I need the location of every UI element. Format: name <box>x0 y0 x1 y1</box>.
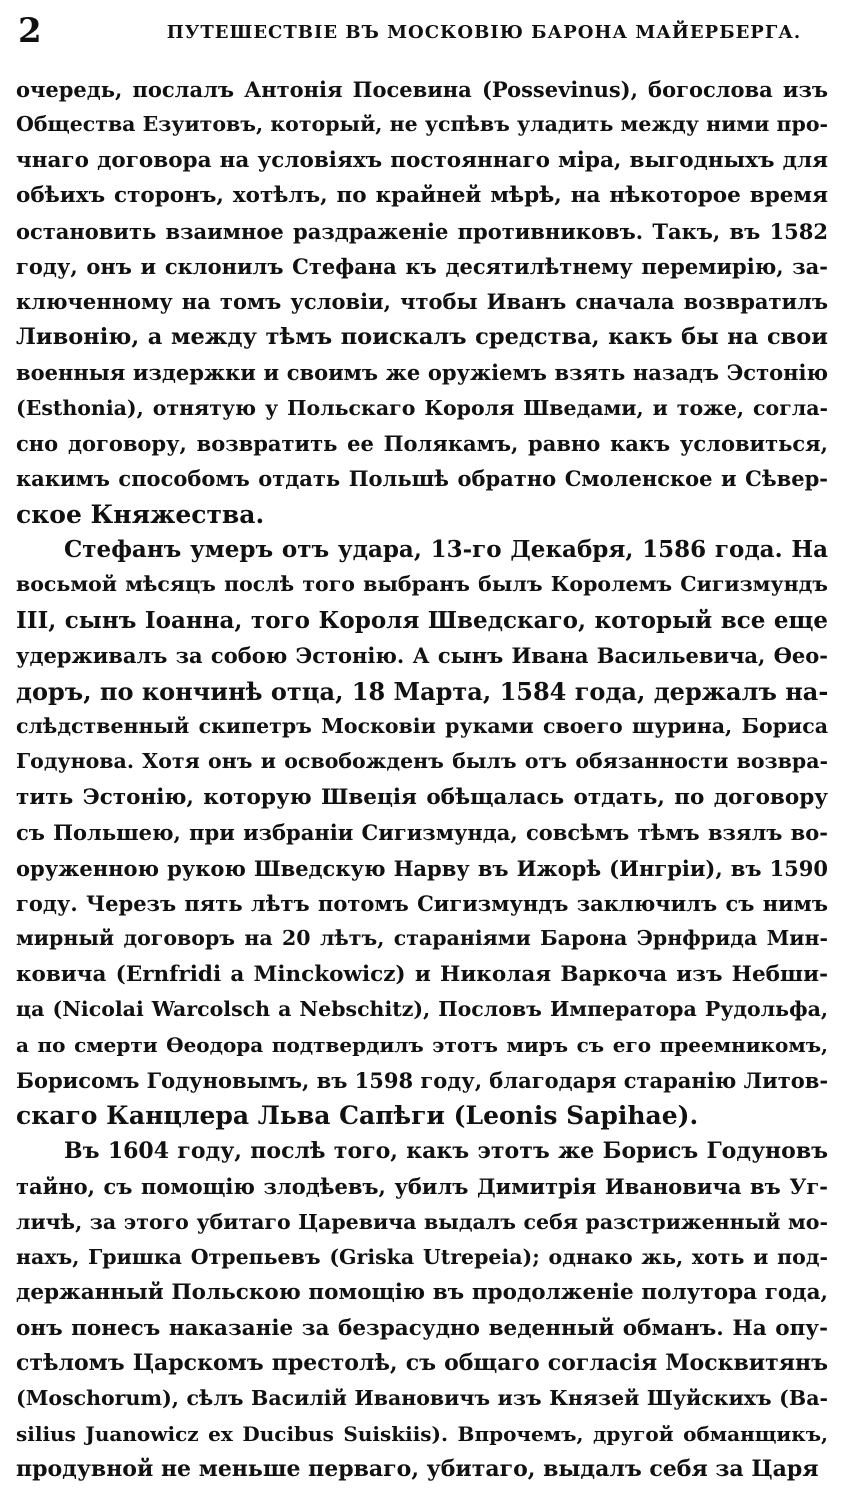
paragraph <box>16 532 828 1134</box>
text-line: оруженною рукою Шведскую Нарву въ Ижорѣ (Ингріи), въ 1590 <box>16 855 828 881</box>
text-line: Годунова. Хотя онъ и освобожденъ былъ отъ обязанности возвра- <box>16 749 828 774</box>
text-line: году, онъ и склонилъ Стефана къ десятилѣтнему перемирію, за- <box>16 253 828 279</box>
text-line: Стефанъ умеръ отъ удара, 13-го Декабря, 1586 года. На <box>64 536 828 564</box>
text-line: нахъ, Гришка Отрепьевъ (Griska Utrepeia); однако жь, хоть и под- <box>16 1244 828 1269</box>
text-line: (Moschorum), сѣлъ Василій Ивановичъ изъ Князей Шуйскихъ (Ba- <box>16 1386 828 1411</box>
text-line: очередь, послалъ Антонія Посевина (Possevinus), богослова изъ <box>16 77 828 102</box>
text-line: удерживалъ за собою Эстонію. А сынъ Ивана Васильевича, Ѳео- <box>16 643 828 669</box>
page-header <box>14 10 834 50</box>
text-line: (Esthonia), отнятую у Польскаго Короля Шведами, и тоже, согла- <box>16 395 828 420</box>
text-line: продувной не меньше перваго, убитаго, выдалъ себя за Царя <box>16 1456 819 1483</box>
text-line: сно договору, возвратить ее Полякамъ, равно какъ условиться, <box>16 430 828 456</box>
text-line: личѣ, за этого убитаго Царевича выдалъ себя разстриженный мо- <box>16 1209 828 1234</box>
text-line: доръ, по кончинѣ отца, 18 Марта, 1584 года, держалъ на- <box>16 676 828 706</box>
text-line: Ливонію, а между тѣмъ поискалъ средства, какъ бы на свои <box>16 323 828 350</box>
text-line: военныя издержки и своимъ же оружіемъ взять назадъ Эстонію <box>16 360 828 386</box>
text-line: году. Черезъ пять лѣтъ потомъ Сигизмундъ заключилъ съ нимъ <box>16 890 828 916</box>
paragraph <box>16 72 828 532</box>
text-line: ключенному на томъ условіи, чтобы Иванъ сначала возвратилъ <box>16 289 828 315</box>
body-text <box>16 72 828 1488</box>
text-line: стѣломъ Царскомъ престолѣ, съ общаго согласія Москвитянъ <box>16 1350 828 1377</box>
text-line: III, сынъ Іоанна, того Короля Шведскаго, который все еще <box>16 606 828 634</box>
text-line: обѣихъ сторонъ, хотѣлъ, по крайней мѣрѣ, на нѣкоторое время <box>16 183 828 209</box>
text-line: Борисомъ Годуновымъ, въ 1598 году, благодаря старанію Литов- <box>16 1067 828 1093</box>
text-line: съ Польшею, при избраніи Сигизмунда, совсѣмъ тѣмъ взялъ во- <box>16 820 828 846</box>
paragraph <box>16 1134 828 1488</box>
page-number: 2 <box>18 11 42 51</box>
text-line: скаго Канцлера Льва Сапѣги (Leonis Sapihae). <box>16 1101 699 1131</box>
running-title: ПУТЕШЕСТВІЕ ВЪ МОСКОВІЮ БАРОНА МАЙЕРБЕРГА. <box>166 22 802 43</box>
text-line: слѣдственный скипетръ Московіи руками своего шурина, Бориса <box>16 714 828 739</box>
text-line: остановить взаимное раздраженіе противниковъ. Такъ, въ 1582 <box>16 218 828 244</box>
text-line: какимъ способомъ отдать Польшѣ обратно Смоленское и Сѣвер- <box>16 466 828 492</box>
text-line: ковича (Ernfridi a Minckowicz) и Николая Варкоча изъ Небши- <box>16 961 828 987</box>
text-line: держанный Польскою помощію въ продолженіе полутора года, <box>16 1280 828 1306</box>
text-line: восьмой мѣсяцъ послѣ того выбранъ былъ Королемъ Сигизмундъ <box>16 572 828 597</box>
text-line: ца (Nicolai Warcolsch a Nebschitz), Пословъ Императора Рудольфа, <box>16 997 828 1022</box>
text-line: а по смерти Ѳеодора подтвердилъ этотъ миръ съ его преемникомъ, <box>16 1032 828 1057</box>
text-line: мирный договоръ на 20 лѣтъ, стараніями Барона Эрнфрида Мин- <box>16 926 828 951</box>
text-line: тайно, съ помощію злодѣевъ, убилъ Димитрія Ивановича въ Уг- <box>16 1174 828 1200</box>
text-line: Общества Езуитовъ, который, не успѣвъ уладить между ними про- <box>16 112 828 137</box>
text-line: чнаго договора на условіяхъ постояннаго міра, выгодныхъ для <box>16 147 828 173</box>
text-line: ское Княжества. <box>16 499 265 529</box>
text-line: silius Juanowicz ex Ducibus Suiskiis). Впрочемъ, другой обманщикъ, <box>16 1421 828 1446</box>
text-line: тить Эстонію, которую Швеція обѣщалась отдать, по договору <box>16 784 828 810</box>
text-line: онъ понесъ наказаніе за безрасудно веденный обманъ. На опу- <box>16 1315 828 1341</box>
text-line: Въ 1604 году, послѣ того, какъ этотъ же Борисъ Годуновъ <box>64 1137 828 1164</box>
